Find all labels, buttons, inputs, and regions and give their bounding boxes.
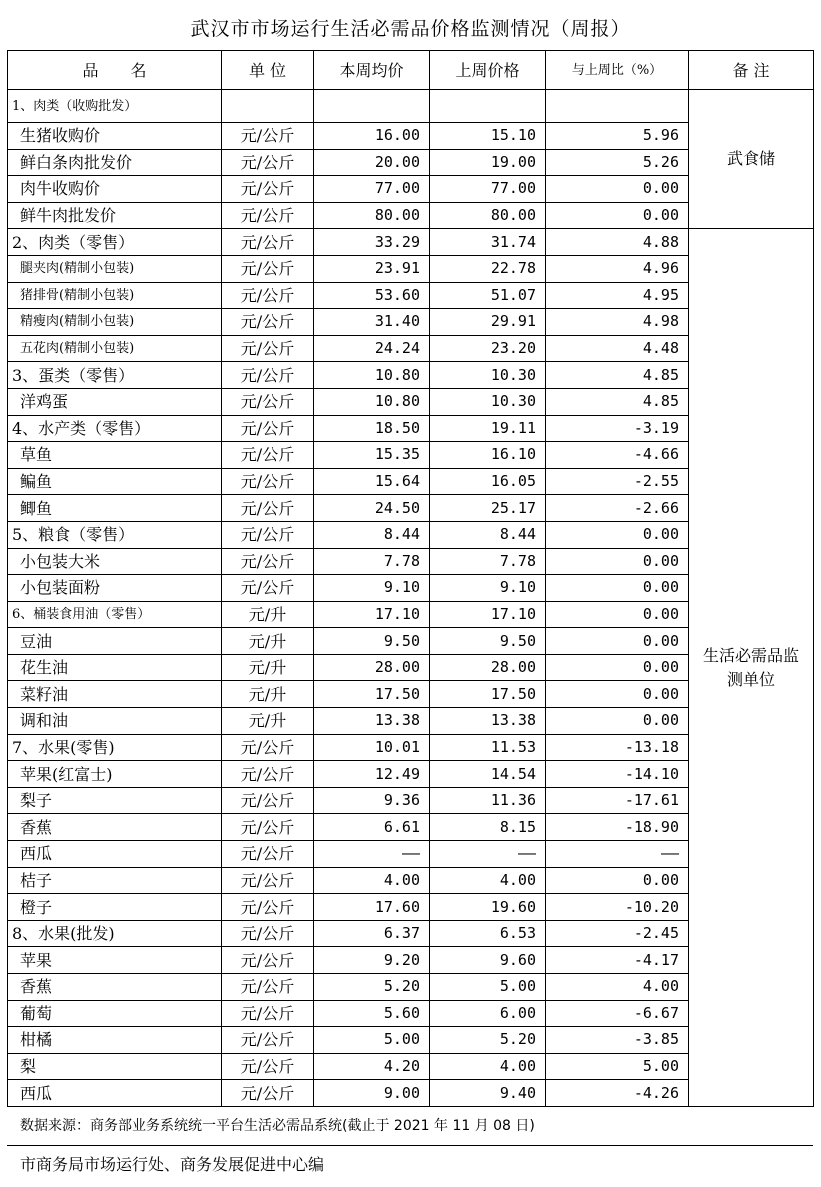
row-this-week: 9.36 bbox=[314, 787, 430, 814]
row-this-week: 77.00 bbox=[314, 176, 430, 203]
row-unit: 元/公斤 bbox=[222, 521, 314, 548]
row-change: -10.20 bbox=[546, 894, 689, 921]
row-unit: 元/公斤 bbox=[222, 575, 314, 602]
row-this-week: 24.50 bbox=[314, 495, 430, 522]
row-last-week: 51.07 bbox=[430, 282, 546, 309]
row-last-week: 16.05 bbox=[430, 468, 546, 495]
row-last-week: 80.00 bbox=[430, 202, 546, 229]
row-change: 0.00 bbox=[546, 601, 689, 628]
row-name: 2、肉类（零售） bbox=[8, 229, 222, 256]
row-change: 0.00 bbox=[546, 708, 689, 735]
row-unit: 元/公斤 bbox=[222, 255, 314, 282]
row-this-week: 6.61 bbox=[314, 814, 430, 841]
row-this-week: 28.00 bbox=[314, 654, 430, 681]
row-unit: 元/公斤 bbox=[222, 841, 314, 868]
header-unit: 单 位 bbox=[222, 51, 314, 90]
row-change: -6.67 bbox=[546, 1000, 689, 1027]
row-this-week: 13.38 bbox=[314, 708, 430, 735]
divider bbox=[7, 1145, 813, 1146]
table-header-row bbox=[8, 51, 814, 90]
row-last-week: 17.10 bbox=[430, 601, 546, 628]
note-wushichu: 武食储 bbox=[689, 90, 814, 229]
row-last-week: 25.17 bbox=[430, 495, 546, 522]
note-monitor-text: 生活必需品监测单位 bbox=[702, 645, 799, 689]
row-unit: 元/公斤 bbox=[222, 894, 314, 921]
row-this-week: 9.20 bbox=[314, 947, 430, 974]
row-this-week: 5.00 bbox=[314, 1027, 430, 1054]
note-monitor-unit bbox=[689, 229, 814, 1107]
row-this-week: 18.50 bbox=[314, 415, 430, 442]
row-unit: 元/公斤 bbox=[222, 761, 314, 788]
row-last-week: 14.54 bbox=[430, 761, 546, 788]
table-body bbox=[8, 90, 814, 1107]
row-change: -17.61 bbox=[546, 787, 689, 814]
row-unit: 元/公斤 bbox=[222, 362, 314, 389]
row-unit: 元/公斤 bbox=[222, 974, 314, 1001]
row-change: 4.48 bbox=[546, 335, 689, 362]
row-name: 3、蛋类（零售） bbox=[8, 362, 222, 389]
row-change: 0.00 bbox=[546, 575, 689, 602]
row-this-week: 8.44 bbox=[314, 521, 430, 548]
row-name: 5、粮食（零售） bbox=[8, 521, 222, 548]
row-unit: 元/公斤 bbox=[222, 548, 314, 575]
row-change: 0.00 bbox=[546, 176, 689, 203]
header-change: 与上周比（%） bbox=[546, 51, 689, 90]
row-last-week: 17.50 bbox=[430, 681, 546, 708]
row-name: 香蕉 bbox=[8, 974, 222, 1001]
row-change: -4.66 bbox=[546, 442, 689, 469]
row-this-week: 33.29 bbox=[314, 229, 430, 256]
row-this-week: 10.80 bbox=[314, 362, 430, 389]
row-name: 小包装面粉 bbox=[8, 575, 222, 602]
header-note: 备 注 bbox=[689, 51, 814, 90]
table-row bbox=[8, 90, 814, 123]
row-change: -18.90 bbox=[546, 814, 689, 841]
row-this-week: 5.20 bbox=[314, 974, 430, 1001]
row-unit: 元/公斤 bbox=[222, 734, 314, 761]
row-unit: 元/公斤 bbox=[222, 947, 314, 974]
row-unit bbox=[222, 90, 314, 123]
row-last-week: 19.00 bbox=[430, 149, 546, 176]
row-unit: 元/公斤 bbox=[222, 388, 314, 415]
row-change: -4.17 bbox=[546, 947, 689, 974]
row-name: 花生油 bbox=[8, 654, 222, 681]
row-unit: 元/公斤 bbox=[222, 335, 314, 362]
row-this-week: 24.24 bbox=[314, 335, 430, 362]
row-change: -4.26 bbox=[546, 1080, 689, 1107]
row-name: 西瓜 bbox=[8, 1080, 222, 1107]
row-name: 肉牛收购价 bbox=[8, 176, 222, 203]
row-this-week bbox=[314, 90, 430, 123]
row-change: 5.96 bbox=[546, 123, 689, 150]
row-this-week: 4.00 bbox=[314, 867, 430, 894]
row-last-week: 13.38 bbox=[430, 708, 546, 735]
row-this-week: 17.10 bbox=[314, 601, 430, 628]
row-unit: 元/公斤 bbox=[222, 1027, 314, 1054]
row-unit: 元/升 bbox=[222, 601, 314, 628]
row-last-week: 16.10 bbox=[430, 442, 546, 469]
row-change: 5.00 bbox=[546, 1053, 689, 1080]
header-this-week: 本周均价 bbox=[314, 51, 430, 90]
row-change: 0.00 bbox=[546, 521, 689, 548]
row-change: 4.96 bbox=[546, 255, 689, 282]
row-change: 4.95 bbox=[546, 282, 689, 309]
row-name: 猪排骨(精制小包装) bbox=[8, 282, 222, 309]
row-change: -14.10 bbox=[546, 761, 689, 788]
row-last-week: 4.00 bbox=[430, 1053, 546, 1080]
row-change: 0.00 bbox=[546, 548, 689, 575]
row-name: 苹果 bbox=[8, 947, 222, 974]
row-unit: 元/公斤 bbox=[222, 202, 314, 229]
row-unit: 元/升 bbox=[222, 681, 314, 708]
row-name: 调和油 bbox=[8, 708, 222, 735]
row-unit: 元/公斤 bbox=[222, 867, 314, 894]
row-last-week: 15.10 bbox=[430, 123, 546, 150]
row-last-week: 23.20 bbox=[430, 335, 546, 362]
row-name: 鲫鱼 bbox=[8, 495, 222, 522]
row-this-week: 6.37 bbox=[314, 920, 430, 947]
row-name: 生猪收购价 bbox=[8, 123, 222, 150]
row-name: 7、水果(零售) bbox=[8, 734, 222, 761]
row-last-week: 10.30 bbox=[430, 388, 546, 415]
row-last-week: 9.50 bbox=[430, 628, 546, 655]
row-change: 4.00 bbox=[546, 974, 689, 1001]
row-last-week bbox=[430, 90, 546, 123]
row-last-week: 4.00 bbox=[430, 867, 546, 894]
row-name: 洋鸡蛋 bbox=[8, 388, 222, 415]
row-last-week: 11.53 bbox=[430, 734, 546, 761]
row-last-week: 5.20 bbox=[430, 1027, 546, 1054]
row-change: -2.45 bbox=[546, 920, 689, 947]
row-name: 8、水果(批发) bbox=[8, 920, 222, 947]
row-change: -2.55 bbox=[546, 468, 689, 495]
row-name: 香蕉 bbox=[8, 814, 222, 841]
row-unit: 元/公斤 bbox=[222, 176, 314, 203]
row-last-week: 28.00 bbox=[430, 654, 546, 681]
row-name: 小包装大米 bbox=[8, 548, 222, 575]
header-last-week: 上周价格 bbox=[430, 51, 546, 90]
row-unit: 元/公斤 bbox=[222, 442, 314, 469]
row-last-week: 6.53 bbox=[430, 920, 546, 947]
row-name: 草鱼 bbox=[8, 442, 222, 469]
row-this-week: 7.78 bbox=[314, 548, 430, 575]
row-last-week: 7.78 bbox=[430, 548, 546, 575]
row-unit: 元/公斤 bbox=[222, 282, 314, 309]
row-name: 腿夹肉(精制小包装) bbox=[8, 255, 222, 282]
row-last-week: 11.36 bbox=[430, 787, 546, 814]
row-name: 五花肉(精制小包装) bbox=[8, 335, 222, 362]
row-change: 0.00 bbox=[546, 202, 689, 229]
row-unit: 元/公斤 bbox=[222, 787, 314, 814]
row-this-week: 10.80 bbox=[314, 388, 430, 415]
row-change bbox=[546, 90, 689, 123]
row-this-week: 4.20 bbox=[314, 1053, 430, 1080]
row-name: 鲜白条肉批发价 bbox=[8, 149, 222, 176]
row-name: 葡萄 bbox=[8, 1000, 222, 1027]
row-change: 0.00 bbox=[546, 867, 689, 894]
row-name: 橙子 bbox=[8, 894, 222, 921]
row-name: 4、水产类（零售） bbox=[8, 415, 222, 442]
row-name: 豆油 bbox=[8, 628, 222, 655]
row-name: 梨子 bbox=[8, 787, 222, 814]
row-this-week: 15.35 bbox=[314, 442, 430, 469]
row-this-week: 5.60 bbox=[314, 1000, 430, 1027]
row-this-week: 10.01 bbox=[314, 734, 430, 761]
row-change: -3.19 bbox=[546, 415, 689, 442]
row-change: 4.98 bbox=[546, 309, 689, 336]
row-this-week: 31.40 bbox=[314, 309, 430, 336]
footer-editor: 市商务局市场运行处、商务发展促进中心编 bbox=[20, 1155, 325, 1174]
row-this-week: 9.10 bbox=[314, 575, 430, 602]
row-unit: 元/公斤 bbox=[222, 229, 314, 256]
row-change: 0.00 bbox=[546, 681, 689, 708]
row-this-week: 17.60 bbox=[314, 894, 430, 921]
row-unit: 元/公斤 bbox=[222, 123, 314, 150]
row-change: 4.85 bbox=[546, 362, 689, 389]
row-change: —— bbox=[546, 841, 689, 868]
header-name: 品 名 bbox=[8, 51, 222, 90]
row-this-week: 20.00 bbox=[314, 149, 430, 176]
row-unit: 元/公斤 bbox=[222, 1000, 314, 1027]
row-last-week: 8.44 bbox=[430, 521, 546, 548]
row-unit: 元/公斤 bbox=[222, 1080, 314, 1107]
row-unit: 元/公斤 bbox=[222, 495, 314, 522]
row-change: 4.85 bbox=[546, 388, 689, 415]
row-last-week: 6.00 bbox=[430, 1000, 546, 1027]
data-source: 数据来源：商务部业务系统统一平台生活必需品系统(截止于 2021 年 11 月 08 日) bbox=[20, 1118, 535, 1134]
row-this-week: 16.00 bbox=[314, 123, 430, 150]
row-this-week: —— bbox=[314, 841, 430, 868]
row-unit: 元/公斤 bbox=[222, 920, 314, 947]
row-name: 柑橘 bbox=[8, 1027, 222, 1054]
row-name: 1、肉类（收购批发） bbox=[8, 90, 222, 123]
row-name: 梨 bbox=[8, 1053, 222, 1080]
row-change: 4.88 bbox=[546, 229, 689, 256]
row-this-week: 23.91 bbox=[314, 255, 430, 282]
row-unit: 元/公斤 bbox=[222, 309, 314, 336]
row-this-week: 53.60 bbox=[314, 282, 430, 309]
row-change: -2.66 bbox=[546, 495, 689, 522]
row-last-week: 9.60 bbox=[430, 947, 546, 974]
row-this-week: 9.50 bbox=[314, 628, 430, 655]
row-name: 苹果(红富士) bbox=[8, 761, 222, 788]
row-last-week: 77.00 bbox=[430, 176, 546, 203]
page-title: 武汉市市场运行生活必需品价格监测情况（周报） bbox=[190, 18, 631, 40]
row-unit: 元/升 bbox=[222, 654, 314, 681]
row-unit: 元/公斤 bbox=[222, 149, 314, 176]
row-last-week: 10.30 bbox=[430, 362, 546, 389]
row-last-week: 9.10 bbox=[430, 575, 546, 602]
row-this-week: 9.00 bbox=[314, 1080, 430, 1107]
row-name: 鳊鱼 bbox=[8, 468, 222, 495]
row-last-week: —— bbox=[430, 841, 546, 868]
row-last-week: 5.00 bbox=[430, 974, 546, 1001]
row-this-week: 17.50 bbox=[314, 681, 430, 708]
row-change: 5.26 bbox=[546, 149, 689, 176]
row-unit: 元/公斤 bbox=[222, 814, 314, 841]
row-this-week: 80.00 bbox=[314, 202, 430, 229]
row-last-week: 29.91 bbox=[430, 309, 546, 336]
row-change: 0.00 bbox=[546, 628, 689, 655]
row-last-week: 19.11 bbox=[430, 415, 546, 442]
row-change: 0.00 bbox=[546, 654, 689, 681]
row-name: 6、桶装食用油（零售） bbox=[8, 601, 222, 628]
row-unit: 元/公斤 bbox=[222, 415, 314, 442]
price-table bbox=[7, 50, 814, 1107]
row-last-week: 9.40 bbox=[430, 1080, 546, 1107]
row-this-week: 15.64 bbox=[314, 468, 430, 495]
row-name: 菜籽油 bbox=[8, 681, 222, 708]
row-unit: 元/升 bbox=[222, 628, 314, 655]
row-change: -13.18 bbox=[546, 734, 689, 761]
row-last-week: 8.15 bbox=[430, 814, 546, 841]
row-unit: 元/公斤 bbox=[222, 1053, 314, 1080]
row-last-week: 19.60 bbox=[430, 894, 546, 921]
row-name: 西瓜 bbox=[8, 841, 222, 868]
table-row bbox=[8, 229, 814, 256]
row-unit: 元/升 bbox=[222, 708, 314, 735]
row-last-week: 31.74 bbox=[430, 229, 546, 256]
row-unit: 元/公斤 bbox=[222, 468, 314, 495]
row-name: 桔子 bbox=[8, 867, 222, 894]
row-name: 精瘦肉(精制小包装) bbox=[8, 309, 222, 336]
row-this-week: 12.49 bbox=[314, 761, 430, 788]
row-name: 鲜牛肉批发价 bbox=[8, 202, 222, 229]
row-last-week: 22.78 bbox=[430, 255, 546, 282]
row-change: -3.85 bbox=[546, 1027, 689, 1054]
